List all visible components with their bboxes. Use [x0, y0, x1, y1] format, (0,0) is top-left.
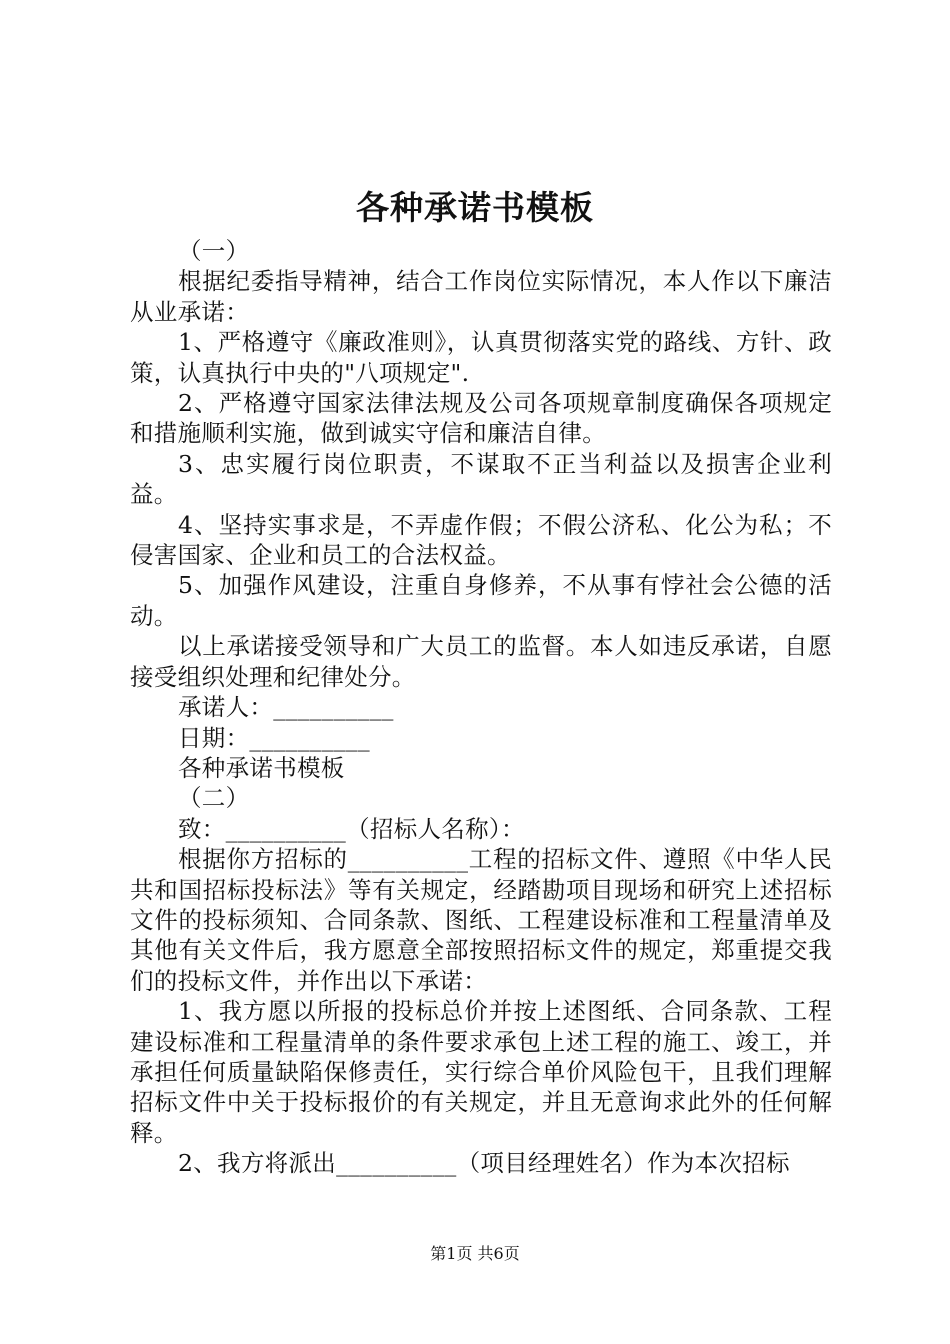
intro-part2: 工程的招标文件、遵照《中华人民共和国招标投标法》等有关规定，经踏勘项目现场和研究上述招标文件的投标须知、合同条款、图纸、工程建设标准和工程量清单及其他有关文件后，我方愿意全部按照招标文件的规定，郑重提交我们的投标文件，并作出以下承诺： — [130, 845, 832, 995]
date-label: 日期： — [178, 723, 250, 752]
date-blank: __________ — [249, 723, 370, 752]
section2-item-2 — [130, 1148, 832, 1178]
intro-blank: __________ — [347, 845, 469, 874]
date-line — [130, 723, 832, 753]
addressee-suffix: （招标人名称）： — [346, 814, 525, 843]
section1-item-1: 1、严格遵守《廉政准则》，认真贯彻落实党的路线、方针、政策，认真执行中央的"八项规定". — [130, 328, 832, 387]
section1-item-2: 2、严格遵守国家法律法规及公司各项规章制度确保各项规定和措施顺利实施，做到诚实守信和廉洁自律。 — [130, 389, 832, 448]
section1-intro: 根据纪委指导精神，结合工作岗位实际情况，本人作以下廉洁从业承诺： — [130, 267, 832, 326]
document-body — [130, 236, 832, 1179]
page-footer: 第1页 共6页 — [430, 1244, 520, 1263]
section2-intro — [130, 844, 832, 996]
item2-part2: （项目经理姓名）作为本次招标 — [456, 1149, 790, 1178]
signer-label: 承诺人： — [178, 693, 274, 722]
signer-blank: __________ — [273, 693, 394, 722]
addressee-line — [130, 814, 832, 844]
section1-closing: 以上承诺接受领导和广大员工的监督。本人如违反承诺，自愿接受组织处理和纪律处分。 — [130, 632, 832, 691]
section1-item-5: 5、加强作风建设，注重自身修养，不从事有悖社会公德的活动。 — [130, 571, 832, 630]
section1-subtitle: 各种承诺书模板 — [178, 753, 345, 782]
addressee-blank: __________ — [225, 814, 347, 843]
item2-part1: 2、我方将派出 — [178, 1149, 337, 1178]
section2-item-1: 1、我方愿以所报的投标总价并按上述图纸、合同条款、工程建设标准和工程量清单的条件要求承包上述工程的施工、竣工，并承担任何质量缺陷保修责任，实行综合单价风险包干，且我们理解招标文件中关于投标报价的有关规定，并且无意询求此外的任何解释。 — [130, 997, 832, 1147]
section2-heading: （二） — [178, 784, 250, 813]
section1-item-4: 4、坚持实事求是，不弄虚作假；不假公济私、化公为私；不侵害国家、企业和员工的合法权益。 — [130, 510, 832, 570]
section1-item-3: 3、忠实履行岗位职责，不谋取不正当利益以及损害企业利益。 — [130, 449, 832, 509]
addressee-prefix: 致： — [178, 814, 226, 843]
section1-heading: （一） — [178, 237, 250, 265]
item2-blank: __________ — [336, 1149, 457, 1178]
document-title: 各种承诺书模板 — [356, 188, 594, 227]
signer-line — [130, 692, 832, 722]
intro-part1: 根据你方招标的 — [178, 845, 348, 874]
